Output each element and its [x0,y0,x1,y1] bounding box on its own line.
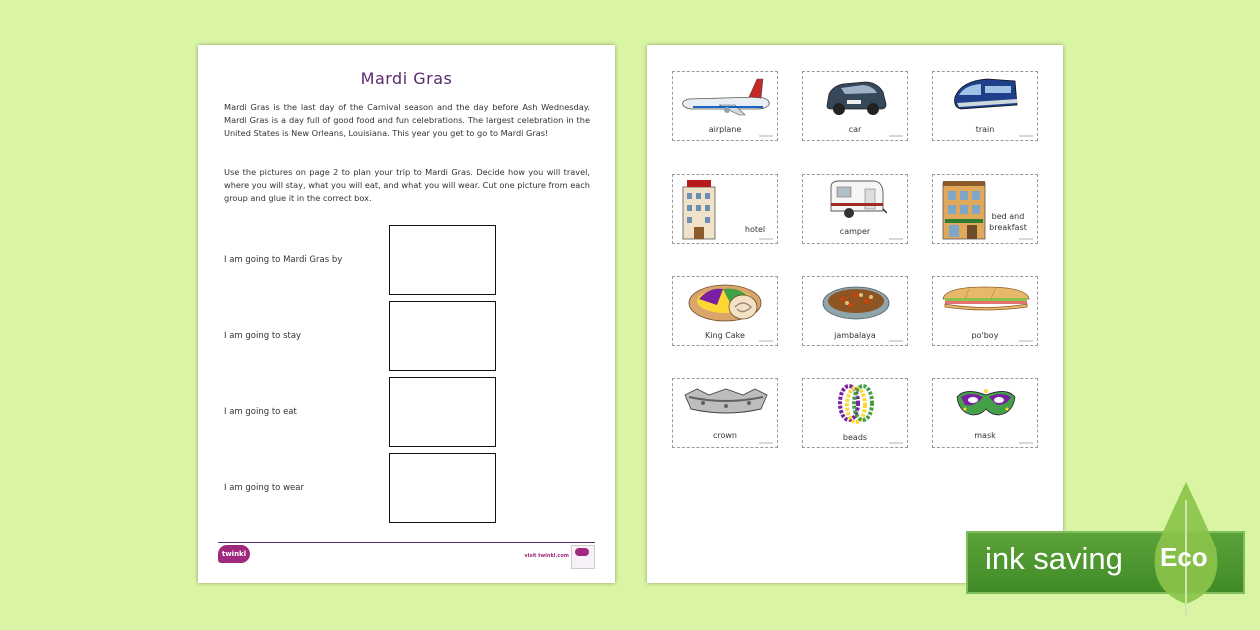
intro-paragraph: Mardi Gras is the last day of the Carnival season and the day before Ash Wednesday. Mardi Gras is a day full of good food and fun celebrations. The largest celebration in the United States is New Orleans, Louisiana. This year you get to go to Mardi Gras! [224,102,590,138]
travel-label: I am going to Mardi Gras by [224,255,343,265]
card-label: train [975,125,995,134]
card-train [932,71,1038,141]
eat-glue-box [389,377,496,447]
card-label: airplane [708,125,742,134]
crown-icon [683,387,769,415]
twinkl-stamp-icon [571,545,595,569]
card-label: hotel [744,225,766,234]
footer-divider [218,542,595,543]
worksheet-page-2 [647,45,1063,583]
card-label: car [848,125,862,134]
stay-label: I am going to stay [224,331,302,341]
card-label: jambalaya [834,331,876,340]
card-label: crown [712,431,738,440]
footer-url: visit twinkl.com [524,553,569,559]
card-camper [802,174,908,244]
card-label: beads [842,433,868,442]
beads-icon [833,381,879,427]
card-airplane [672,71,778,141]
card-label: camper [839,227,871,236]
card-crown [672,378,778,448]
mask-icon [955,383,1017,423]
stay-glue-box [389,301,496,371]
eat-label: I am going to eat [224,407,297,417]
train-icon [951,75,1021,117]
wear-glue-box [389,453,496,523]
card-label: King Cake [705,331,745,340]
camper-icon [825,179,887,221]
eco-label: Eco [1160,542,1208,572]
house-icon [941,179,987,241]
airplane-icon [679,75,773,117]
card-beads [802,378,908,448]
card-hotel [672,174,778,244]
ink-saving-text: ink saving [985,541,1123,576]
card-poboy [932,276,1038,346]
twinkl-logo: twinkl [218,545,250,563]
poboy-icon [939,283,1033,313]
card-king-cake [672,276,778,346]
jambalaya-icon [821,283,891,323]
worksheet-page-1 [198,45,615,583]
travel-glue-box [389,225,496,295]
card-car [802,71,908,141]
wear-label: I am going to wear [224,483,304,493]
card-bed-and-breakfast [932,174,1038,244]
instructions-paragraph: Use the pictures on page 2 to plan your trip to Mardi Gras. Decide how you will travel, where you will stay, what you will eat, and what you will wear. Cut one picture from each group and glue it in the correct box. [224,167,590,203]
car-icon [823,76,889,116]
card-mask [932,378,1038,448]
card-label: po'boy [971,331,999,340]
card-jambalaya [802,276,908,346]
king-cake-icon [687,281,765,325]
card-label: mask [974,431,996,440]
card-label: bed and breakfast [989,212,1027,232]
worksheet-title: Mardi Gras [360,69,453,88]
